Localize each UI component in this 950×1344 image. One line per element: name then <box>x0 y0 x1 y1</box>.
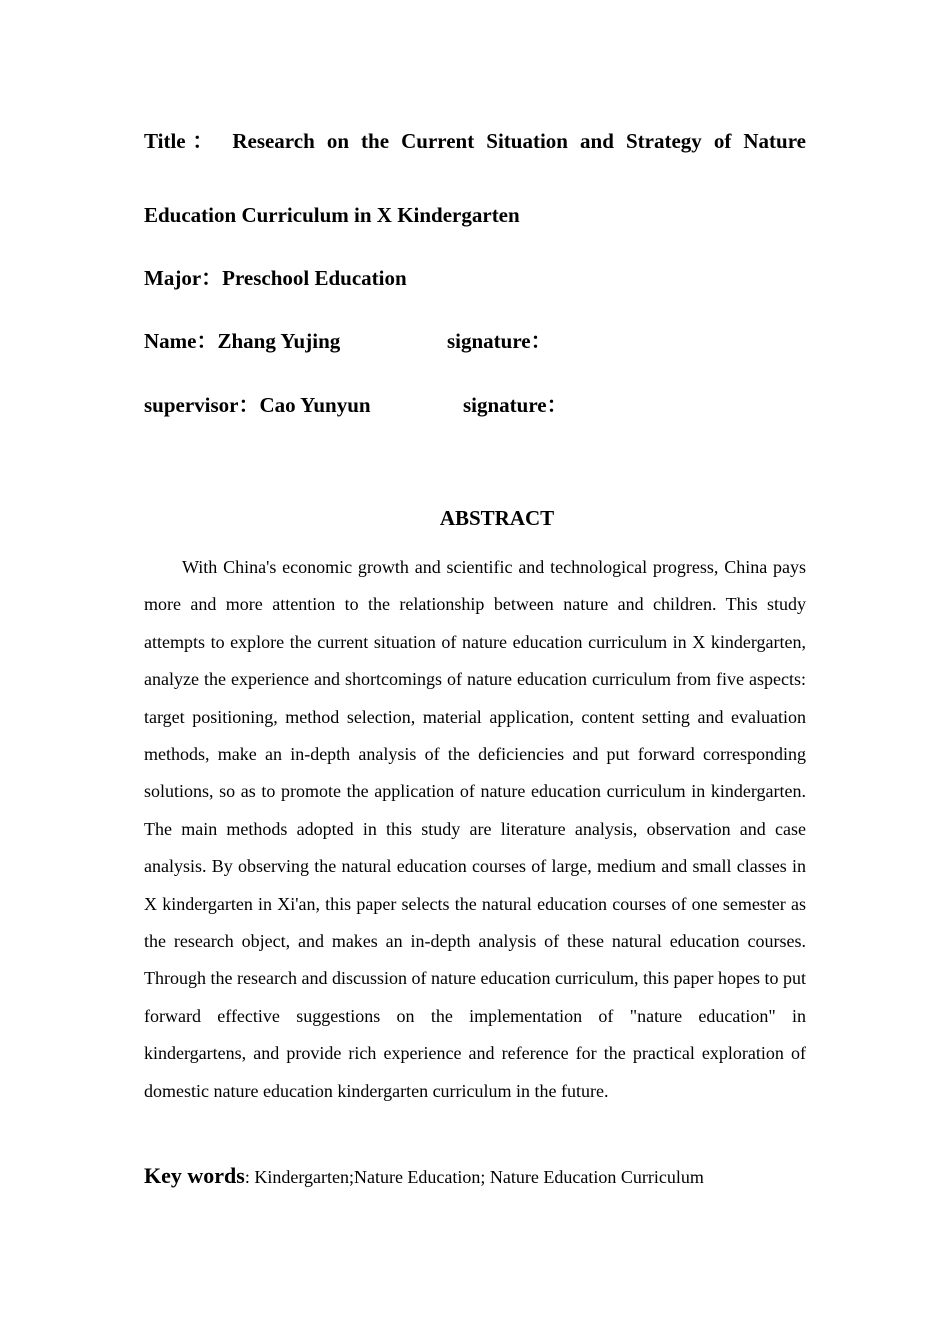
keywords-label: Key words <box>144 1163 245 1188</box>
name-label: Name： <box>144 329 218 353</box>
supervisor-value: Cao Yunyun <box>259 393 371 417</box>
major-line <box>144 264 407 292</box>
abstract-body: With China's economic growth and scientific and technological progress, China pays more and more attention to the relationship between nature and children. This study attempts to explore the current situation of nature education curriculum in X kindergarten, analyze the experience and shortcomings of nature education curriculum from five aspects: target positioning, method selection, material application, content setting and evaluation methods, make an in-depth analysis of the deficiencies and put forward corresponding solutions, so as to promote the application of nature education curriculum in kindergarten. The main methods adopted in this study are literature analysis, observation and case analysis. By observing the natural education courses of large, medium and small classes in X kindergarten in Xi'an, this paper selects the natural education courses of one semester as the research object, and makes an in-depth analysis of these natural education courses. Through the research and discussion of nature education curriculum, this paper hopes to put forward effective suggestions on the implementation of "nature education" in kindergartens, and provide rich experience and reference for the practical exploration of domestic nature education kindergarten curriculum in the future. <box>144 557 806 1101</box>
supervisor-label: supervisor： <box>144 393 260 417</box>
major-value: Preschool Education <box>222 266 407 290</box>
title-line-2 <box>144 201 806 229</box>
supervisor-line <box>144 391 806 419</box>
title-line-1 <box>144 127 806 155</box>
keywords-value: : Kindergarten;Nature Education; Nature Education Curriculum <box>244 1167 704 1187</box>
supervisor-signature-label: signature： <box>463 393 568 417</box>
abstract-heading: ABSTRACT <box>439 506 555 530</box>
title-text-line-1: Research on the Current Situation and Strategy of Nature <box>232 129 806 153</box>
name-line <box>144 327 806 355</box>
keywords-line <box>144 1160 844 1195</box>
title-text-line-2: Education Curriculum in X Kindergarten <box>144 203 520 227</box>
title-label: Title： <box>144 129 221 153</box>
major-label: Major： <box>144 266 223 290</box>
name-signature-label: signature： <box>447 329 552 353</box>
name-value: Zhang Yujing <box>217 329 341 353</box>
